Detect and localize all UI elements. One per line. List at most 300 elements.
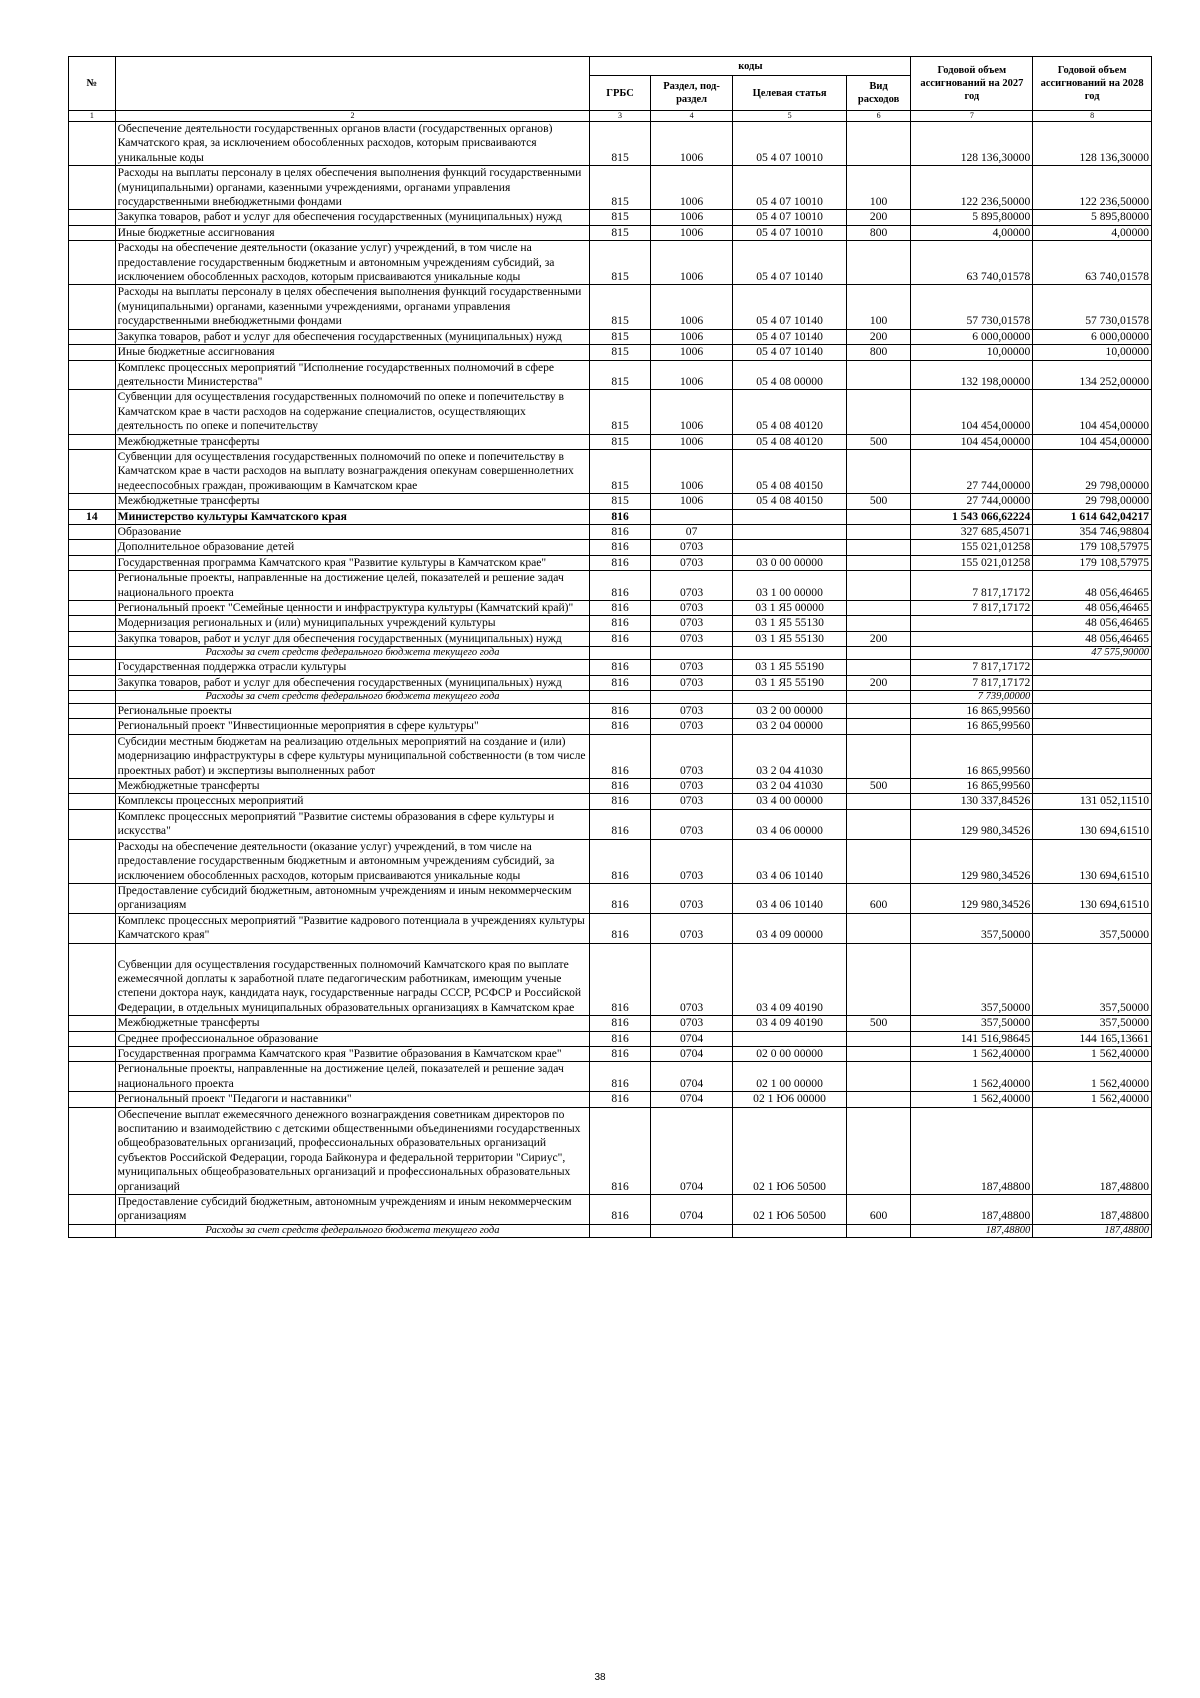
row-amount-2028 [1033, 704, 1152, 719]
row-razdel: 1006 [650, 494, 733, 509]
row-amount-2028: 104 454,00000 [1033, 390, 1152, 434]
row-expense-type: 200 [846, 210, 911, 225]
row-target-article: 05 4 07 10140 [733, 241, 846, 285]
row-target-article: 03 4 09 40190 [733, 943, 846, 1016]
row-name: Государственная программа Камчатского края "Развитие образования в Камчатском крае" [115, 1046, 590, 1061]
row-grbs: 816 [590, 734, 650, 778]
row-razdel: 0703 [650, 616, 733, 631]
row-target-article: 02 0 00 00000 [733, 1046, 846, 1061]
row-name: Расходы на обеспечение деятельности (оказание услуг) учреждений, в том числе на предоставление государственным бюджетным и автономным учреждениям субсидий, за исключением обособленных расходов, которым присваиваются уникальные коды [115, 241, 590, 285]
row-number [69, 734, 116, 778]
row-amount-2027: 155 021,01258 [911, 555, 1033, 570]
row-grbs: 816 [590, 719, 650, 734]
row-name: Предоставление субсидий бюджетным, автономным учреждениям и иным некоммерческим организациям [115, 1195, 590, 1225]
row-amount-2028: 179 108,57975 [1033, 555, 1152, 570]
row-number [69, 675, 116, 690]
row-amount-2027: 128 136,30000 [911, 122, 1033, 166]
header-celevaya: Целевая статья [733, 76, 846, 111]
table-row [69, 494, 1152, 509]
row-target-article: 03 4 06 10140 [733, 883, 846, 913]
table-row [69, 1016, 1152, 1031]
row-amount-2027: 129 980,34526 [911, 809, 1033, 839]
row-number [69, 1092, 116, 1107]
row-target-article: 05 4 07 10140 [733, 345, 846, 360]
row-target-article [733, 1031, 846, 1046]
row-razdel: 1006 [650, 449, 733, 493]
row-razdel: 1006 [650, 210, 733, 225]
row-amount-2027: 327 685,45071 [911, 524, 1033, 539]
row-amount-2028: 1 562,40000 [1033, 1092, 1152, 1107]
row-name: Иные бюджетные ассигнования [115, 225, 590, 240]
row-amount-2027: 1 562,40000 [911, 1062, 1033, 1092]
row-amount-2027: 7 817,17172 [911, 675, 1033, 690]
row-expense-type [846, 647, 911, 660]
table-row [69, 360, 1152, 390]
row-expense-type [846, 449, 911, 493]
row-amount-2027: 10,00000 [911, 345, 1033, 360]
row-name: Обеспечение деятельности государственных органов власти (государственных органов) Камчатского края, за исключением обособленных расходов, которым присваиваются уникальные коды [115, 122, 590, 166]
table-row [69, 571, 1152, 601]
row-amount-2028 [1033, 660, 1152, 675]
row-target-article [733, 540, 846, 555]
row-grbs: 816 [590, 1031, 650, 1046]
row-grbs: 816 [590, 1092, 650, 1107]
table-row [69, 660, 1152, 675]
row-amount-2027: 27 744,00000 [911, 449, 1033, 493]
row-expense-type [846, 794, 911, 809]
row-expense-type [846, 839, 911, 883]
header-2027: Годовой объем ассигнований на 2027 год [911, 57, 1033, 111]
row-number [69, 571, 116, 601]
row-razdel: 0704 [650, 1092, 733, 1107]
table-row [69, 434, 1152, 449]
row-razdel: 0703 [650, 734, 733, 778]
row-target-article: 05 4 07 10140 [733, 329, 846, 344]
row-amount-2027: 129 980,34526 [911, 839, 1033, 883]
row-razdel: 0704 [650, 1062, 733, 1092]
row-amount-2028 [1033, 691, 1152, 704]
row-target-article: 02 1 00 00000 [733, 1062, 846, 1092]
row-amount-2027: 1 562,40000 [911, 1092, 1033, 1107]
table-row [69, 1224, 1152, 1237]
table-row [69, 734, 1152, 778]
row-razdel: 1006 [650, 166, 733, 210]
row-target-article: 03 1 00 00000 [733, 571, 846, 601]
row-expense-type [846, 1092, 911, 1107]
header-grbs: ГРБС [590, 76, 650, 111]
row-amount-2027: 5 895,80000 [911, 210, 1033, 225]
row-number [69, 449, 116, 493]
row-amount-2027: 16 865,99560 [911, 734, 1033, 778]
row-razdel: 0704 [650, 1107, 733, 1194]
row-amount-2028: 47 575,90000 [1033, 647, 1152, 660]
table-row [69, 329, 1152, 344]
row-expense-type: 500 [846, 779, 911, 794]
row-name: Среднее профессиональное образование [115, 1031, 590, 1046]
row-grbs: 816 [590, 1195, 650, 1225]
row-name: Предоставление субсидий бюджетным, автономным учреждениям и иным некоммерческим организациям [115, 883, 590, 913]
row-number [69, 210, 116, 225]
row-number [69, 1107, 116, 1194]
table-row [69, 794, 1152, 809]
row-number [69, 704, 116, 719]
row-amount-2028: 104 454,00000 [1033, 434, 1152, 449]
row-number [69, 839, 116, 883]
row-razdel: 0703 [650, 675, 733, 690]
row-amount-2027: 7 817,17172 [911, 601, 1033, 616]
row-name: Модернизация региональных и (или) муниципальных учреждений культуры [115, 616, 590, 631]
row-expense-type [846, 719, 911, 734]
row-grbs: 816 [590, 704, 650, 719]
row-expense-type [846, 601, 911, 616]
row-target-article [733, 509, 846, 524]
row-name: Расходы на обеспечение деятельности (оказание услуг) учреждений, в том числе на предоставление государственным бюджетным и автономным учреждениям субсидий, за исключением обособленных расходов, которым присваиваются уникальные коды [115, 839, 590, 883]
row-amount-2028 [1033, 779, 1152, 794]
row-razdel: 1006 [650, 329, 733, 344]
row-amount-2028: 122 236,50000 [1033, 166, 1152, 210]
row-target-article: 03 1 Я5 55130 [733, 631, 846, 646]
row-target-article: 05 4 07 10010 [733, 166, 846, 210]
row-expense-type [846, 390, 911, 434]
row-expense-type [846, 943, 911, 1016]
row-razdel: 1006 [650, 122, 733, 166]
row-amount-2028 [1033, 719, 1152, 734]
row-razdel: 07 [650, 524, 733, 539]
row-number [69, 1224, 116, 1237]
row-number: 14 [69, 509, 116, 524]
row-amount-2027: 16 865,99560 [911, 779, 1033, 794]
row-amount-2028: 29 798,00000 [1033, 494, 1152, 509]
col-index: 5 [733, 111, 846, 122]
row-amount-2028: 29 798,00000 [1033, 449, 1152, 493]
row-amount-2028: 187,48800 [1033, 1107, 1152, 1194]
row-grbs: 815 [590, 241, 650, 285]
row-amount-2027 [911, 631, 1033, 646]
row-target-article: 02 1 Ю6 50500 [733, 1195, 846, 1225]
row-target-article: 05 4 08 40120 [733, 434, 846, 449]
col-index: 2 [115, 111, 590, 122]
row-razdel: 0703 [650, 913, 733, 943]
row-grbs: 815 [590, 390, 650, 434]
row-number [69, 794, 116, 809]
row-expense-type [846, 913, 911, 943]
row-number [69, 360, 116, 390]
row-grbs: 816 [590, 1046, 650, 1061]
row-name: Субвенции для осуществления государственных полномочий по опеке и попечительству в Камчатском крае в части расходов на содержание специалистов, осуществляющих деятельность по опеке и попечительству [115, 390, 590, 434]
row-number [69, 647, 116, 660]
row-expense-type [846, 571, 911, 601]
row-name: Региональные проекты [115, 704, 590, 719]
table-body [69, 122, 1152, 1238]
row-name: Государственная программа Камчатского края "Развитие культуры в Камчатском крае" [115, 555, 590, 570]
row-expense-type [846, 704, 911, 719]
row-grbs: 815 [590, 329, 650, 344]
row-amount-2028: 130 694,61510 [1033, 839, 1152, 883]
row-number [69, 1046, 116, 1061]
row-amount-2028: 6 000,00000 [1033, 329, 1152, 344]
row-target-article: 03 4 06 00000 [733, 809, 846, 839]
row-target-article: 03 2 04 00000 [733, 719, 846, 734]
row-razdel: 1006 [650, 225, 733, 240]
row-amount-2027: 129 980,34526 [911, 883, 1033, 913]
row-grbs: 816 [590, 913, 650, 943]
row-target-article: 03 4 09 00000 [733, 913, 846, 943]
row-grbs: 815 [590, 360, 650, 390]
row-razdel: 1006 [650, 434, 733, 449]
table-row [69, 647, 1152, 660]
row-target-article: 05 4 08 00000 [733, 360, 846, 390]
row-amount-2027: 1 562,40000 [911, 1046, 1033, 1061]
row-grbs: 815 [590, 494, 650, 509]
table-row [69, 691, 1152, 704]
row-target-article: 03 1 Я5 00000 [733, 601, 846, 616]
row-name: Комплекс процессных мероприятий "Развитие кадрового потенциала в учреждениях культуры Камчатского края" [115, 913, 590, 943]
row-target-article: 03 4 00 00000 [733, 794, 846, 809]
row-grbs: 816 [590, 1062, 650, 1092]
row-name: Комплекс процессных мероприятий "Развитие системы образования в сфере культуры и искусства" [115, 809, 590, 839]
row-expense-type: 200 [846, 631, 911, 646]
row-number [69, 494, 116, 509]
row-name: Расходы на выплаты персоналу в целях обеспечения выполнения функций государственными (муниципальными) органами, казенными учреждениями, органами управления государственными внебюджетными фондами [115, 166, 590, 210]
row-amount-2028: 48 056,46465 [1033, 616, 1152, 631]
row-target-article: 03 4 06 10140 [733, 839, 846, 883]
row-expense-type [846, 540, 911, 555]
table-row [69, 883, 1152, 913]
row-razdel: 0703 [650, 809, 733, 839]
row-expense-type: 800 [846, 225, 911, 240]
row-name: Региональный проект "Педагоги и наставники" [115, 1092, 590, 1107]
row-razdel: 1006 [650, 390, 733, 434]
header-razdel: Раздел, под-раздел [650, 76, 733, 111]
row-amount-2027: 57 730,01578 [911, 285, 1033, 329]
row-name: Субвенции для осуществления государственных полномочий по опеке и попечительству в Камчатском крае в части расходов на выплату вознаграждения опекунам совершеннолетних недееспособных граждан, проживающим в Камчатском крае [115, 449, 590, 493]
row-grbs: 816 [590, 555, 650, 570]
row-amount-2028: 131 052,11510 [1033, 794, 1152, 809]
table-row [69, 779, 1152, 794]
row-amount-2027: 16 865,99560 [911, 719, 1033, 734]
row-expense-type: 200 [846, 329, 911, 344]
row-amount-2027 [911, 616, 1033, 631]
row-number [69, 660, 116, 675]
row-name: Закупка товаров, работ и услуг для обеспечения государственных (муниципальных) нужд [115, 210, 590, 225]
table-row [69, 616, 1152, 631]
row-number [69, 390, 116, 434]
row-amount-2028: 5 895,80000 [1033, 210, 1152, 225]
row-grbs: 816 [590, 794, 650, 809]
table-row [69, 122, 1152, 166]
row-amount-2027: 187,48800 [911, 1195, 1033, 1225]
row-razdel [650, 1224, 733, 1237]
row-amount-2027: 1 543 066,62224 [911, 509, 1033, 524]
row-target-article: 03 0 00 00000 [733, 555, 846, 570]
row-amount-2027: 63 740,01578 [911, 241, 1033, 285]
row-number [69, 631, 116, 646]
row-number [69, 943, 116, 1016]
row-grbs: 815 [590, 345, 650, 360]
row-number [69, 285, 116, 329]
row-number [69, 329, 116, 344]
row-amount-2027: 141 516,98645 [911, 1031, 1033, 1046]
row-amount-2027: 357,50000 [911, 1016, 1033, 1031]
row-target-article: 03 2 04 41030 [733, 734, 846, 778]
row-razdel: 0703 [650, 704, 733, 719]
row-razdel: 0703 [650, 779, 733, 794]
table-row [69, 1092, 1152, 1107]
row-razdel: 0704 [650, 1046, 733, 1061]
row-expense-type [846, 660, 911, 675]
row-number [69, 434, 116, 449]
row-expense-type: 200 [846, 675, 911, 690]
page-number: 38 [594, 1672, 606, 1683]
row-expense-type: 800 [846, 345, 911, 360]
row-expense-type [846, 1224, 911, 1237]
row-amount-2028: 63 740,01578 [1033, 241, 1152, 285]
row-name: Иные бюджетные ассигнования [115, 345, 590, 360]
row-target-article: 05 4 08 40120 [733, 390, 846, 434]
row-name: Комплексы процессных мероприятий [115, 794, 590, 809]
row-number [69, 691, 116, 704]
row-razdel: 0704 [650, 1195, 733, 1225]
row-amount-2027: 7 739,00000 [911, 691, 1033, 704]
row-amount-2027: 187,48800 [911, 1224, 1033, 1237]
row-number [69, 1062, 116, 1092]
row-amount-2027: 6 000,00000 [911, 329, 1033, 344]
row-grbs: 815 [590, 434, 650, 449]
table-row [69, 1062, 1152, 1092]
row-amount-2027: 104 454,00000 [911, 390, 1033, 434]
table-row [69, 540, 1152, 555]
row-number [69, 555, 116, 570]
row-expense-type: 600 [846, 883, 911, 913]
row-target-article: 03 4 09 40190 [733, 1016, 846, 1031]
row-name: Межбюджетные трансферты [115, 434, 590, 449]
row-razdel: 0703 [650, 943, 733, 1016]
row-target-article: 03 1 Я5 55190 [733, 675, 846, 690]
row-amount-2028: 187,48800 [1033, 1224, 1152, 1237]
table-row [69, 601, 1152, 616]
table-row [69, 1046, 1152, 1061]
row-target-article: 05 4 07 10010 [733, 225, 846, 240]
row-razdel: 0703 [650, 660, 733, 675]
row-name: Межбюджетные трансферты [115, 779, 590, 794]
row-grbs: 815 [590, 166, 650, 210]
row-target-article: 02 1 Ю6 00000 [733, 1092, 846, 1107]
row-number [69, 913, 116, 943]
row-amount-2028: 144 165,13661 [1033, 1031, 1152, 1046]
row-amount-2027: 7 817,17172 [911, 660, 1033, 675]
row-amount-2028: 4,00000 [1033, 225, 1152, 240]
row-grbs: 816 [590, 839, 650, 883]
row-razdel [650, 647, 733, 660]
row-number [69, 225, 116, 240]
row-expense-type: 500 [846, 1016, 911, 1031]
table-row [69, 345, 1152, 360]
table-row [69, 225, 1152, 240]
row-number [69, 524, 116, 539]
row-razdel: 0703 [650, 631, 733, 646]
table-row [69, 241, 1152, 285]
row-number [69, 616, 116, 631]
table-row [69, 524, 1152, 539]
table-row [69, 285, 1152, 329]
row-amount-2028: 357,50000 [1033, 913, 1152, 943]
row-razdel: 0703 [650, 601, 733, 616]
row-amount-2027: 187,48800 [911, 1107, 1033, 1194]
row-name: Расходы за счет средств федерального бюджета текущего года [115, 1224, 590, 1237]
header-2028: Годовой объем ассигнований на 2028 год [1033, 57, 1152, 111]
row-razdel: 0703 [650, 839, 733, 883]
header-vid: Вид расходов [846, 76, 911, 111]
row-grbs: 816 [590, 631, 650, 646]
row-expense-type: 100 [846, 166, 911, 210]
table-row [69, 913, 1152, 943]
table-row [69, 675, 1152, 690]
row-expense-type [846, 241, 911, 285]
row-expense-type [846, 524, 911, 539]
row-target-article: 05 4 07 10140 [733, 285, 846, 329]
row-name: Субсидии местным бюджетам на реализацию отдельных мероприятий на создание и (или) модернизацию инфраструктуры в сфере культуры муниципальной собственности (в том числе проектных работ) и экспертизы выполненных работ [115, 734, 590, 778]
table-row [69, 1195, 1152, 1225]
row-amount-2027: 104 454,00000 [911, 434, 1033, 449]
row-number [69, 719, 116, 734]
col-index: 3 [590, 111, 650, 122]
header-codes: коды [590, 57, 911, 76]
row-expense-type [846, 1046, 911, 1061]
row-name: Расходы за счет средств федерального бюджета текущего года [115, 647, 590, 660]
row-name: Региональные проекты, направленные на достижение целей, показателей и решение задач национального проекта [115, 1062, 590, 1092]
row-target-article [733, 691, 846, 704]
row-expense-type: 500 [846, 494, 911, 509]
row-amount-2028: 179 108,57975 [1033, 540, 1152, 555]
row-number [69, 779, 116, 794]
row-number [69, 601, 116, 616]
row-name: Закупка товаров, работ и услуг для обеспечения государственных (муниципальных) нужд [115, 329, 590, 344]
row-amount-2027: 357,50000 [911, 913, 1033, 943]
row-number [69, 883, 116, 913]
row-name: Межбюджетные трансферты [115, 494, 590, 509]
row-expense-type [846, 122, 911, 166]
row-target-article [733, 524, 846, 539]
row-grbs: 816 [590, 616, 650, 631]
row-expense-type [846, 691, 911, 704]
row-grbs [590, 691, 650, 704]
budget-table [68, 56, 1152, 1238]
row-amount-2028 [1033, 675, 1152, 690]
row-grbs: 816 [590, 524, 650, 539]
row-target-article: 03 1 Я5 55190 [733, 660, 846, 675]
table-row [69, 1107, 1152, 1194]
row-razdel: 1006 [650, 285, 733, 329]
table-row [69, 839, 1152, 883]
row-grbs: 816 [590, 1107, 650, 1194]
row-razdel: 0703 [650, 571, 733, 601]
row-grbs: 816 [590, 883, 650, 913]
row-number [69, 540, 116, 555]
table-row [69, 449, 1152, 493]
row-razdel [650, 691, 733, 704]
row-razdel: 1006 [650, 360, 733, 390]
row-grbs [590, 1224, 650, 1237]
row-target-article [733, 647, 846, 660]
row-razdel: 1006 [650, 241, 733, 285]
row-amount-2028: 57 730,01578 [1033, 285, 1152, 329]
row-number [69, 809, 116, 839]
row-grbs: 816 [590, 943, 650, 1016]
table-row [69, 704, 1152, 719]
row-grbs: 816 [590, 540, 650, 555]
col-index: 6 [846, 111, 911, 122]
row-amount-2028: 357,50000 [1033, 943, 1152, 1016]
